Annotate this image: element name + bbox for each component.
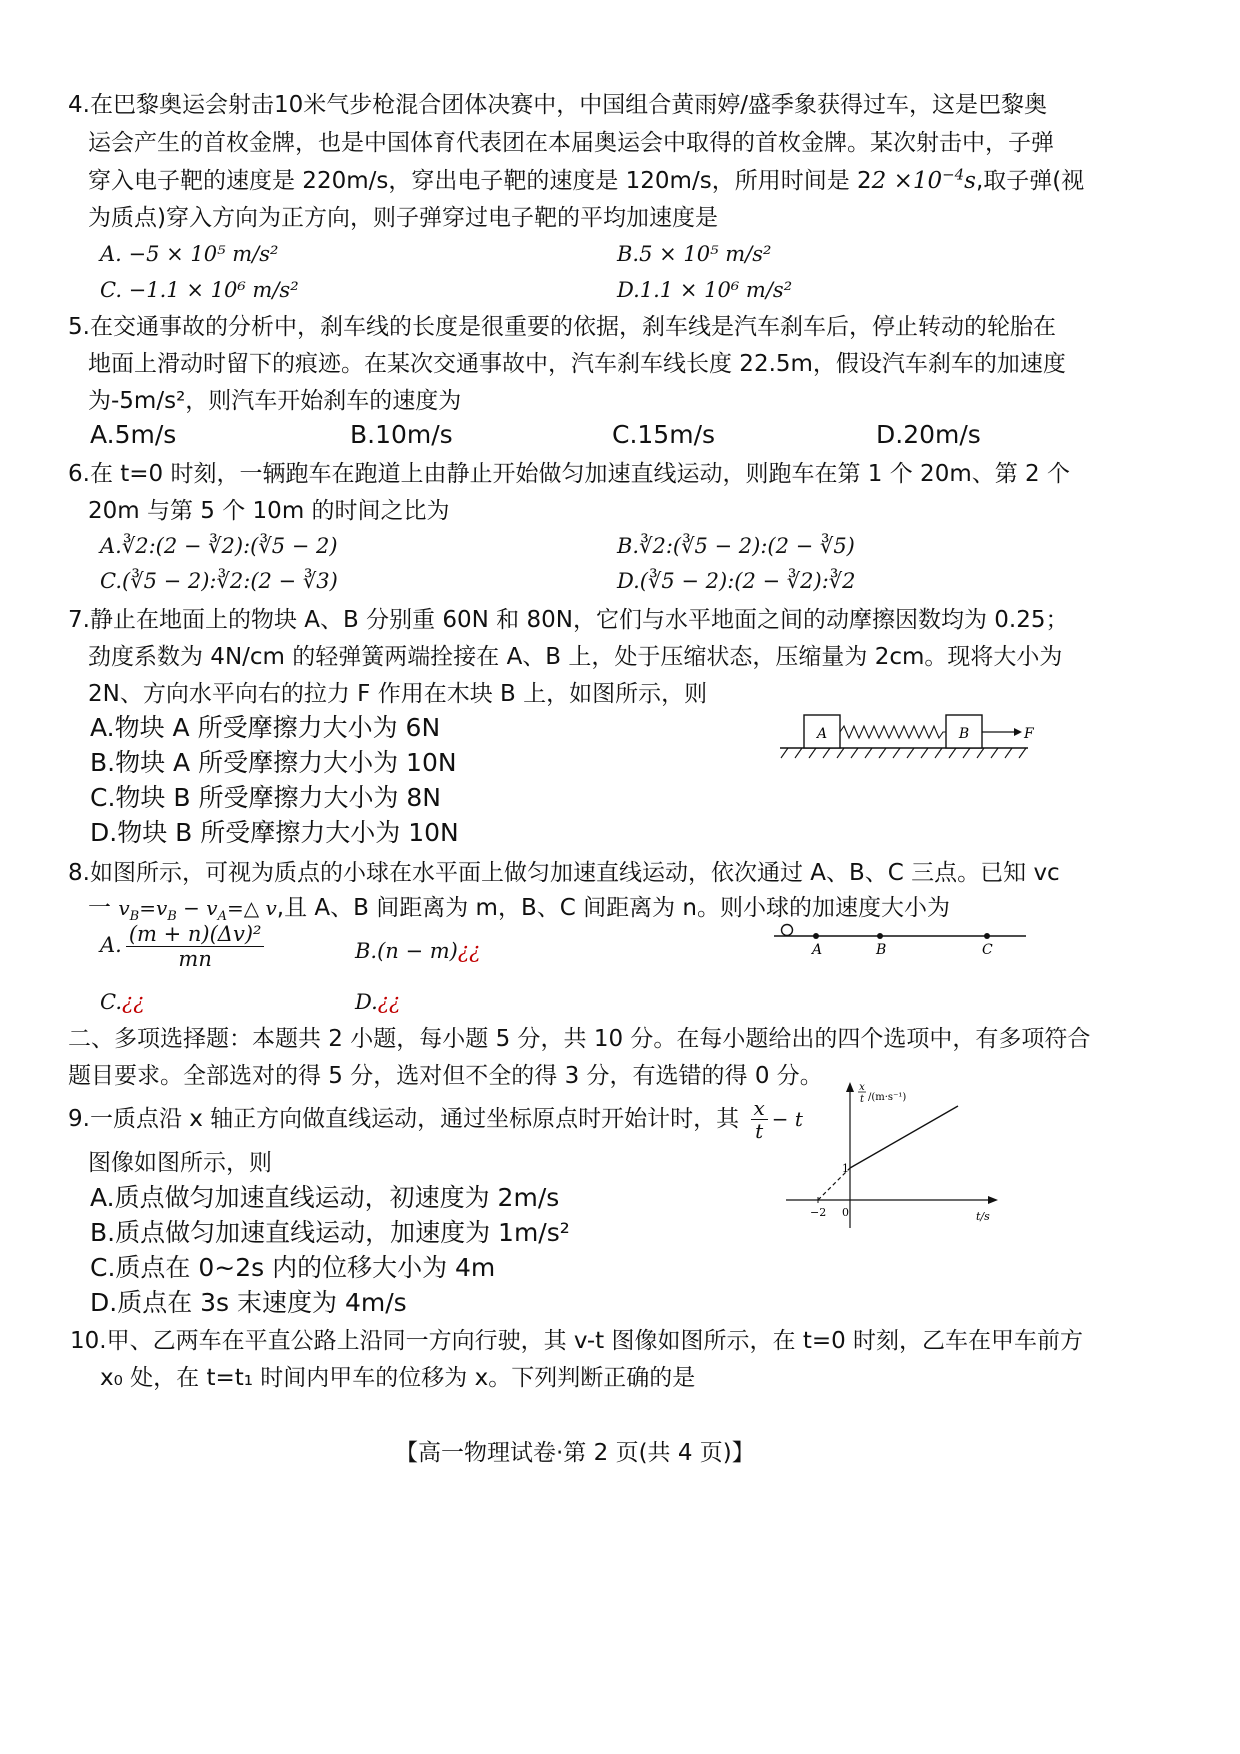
section-2-line-1: 二、多项选择题：本题共 2 小题，每小题 5 分，共 10 分。在每小题给出的四个选项中，有多项符合	[68, 1026, 1091, 1052]
q10-line-1: 10.甲、乙两车在平直公路上沿同一方向行驶，其 v-t 图像如图所示，在 t=0 时刻，乙车在甲车前方	[70, 1328, 1084, 1354]
q7-option-c: C.物块 B 所受摩擦力大小为 8N	[90, 783, 442, 812]
q4-option-a: A. −5 × 10⁵ m/s²	[100, 242, 279, 266]
q8-option-b	[355, 937, 480, 965]
q9-line-1-text: 9.一质点沿 x 轴正方向做直线运动，通过坐标原点时开始计时，其	[68, 1106, 740, 1132]
q8-v1: v	[118, 896, 130, 920]
q9-x-over-t	[751, 1097, 768, 1142]
q8-line-2-tail: ,且 A、B 间距离为 m，B、C 间距离为 n。则小球的加速度大小为	[276, 895, 950, 921]
q9-y-label-den: t	[859, 1094, 865, 1105]
q5-line-1: 5.在交通事故的分析中，刹车线的长度是很重要的依据，刹车线是汽车刹车后，停止转动的轮胎在	[68, 314, 1056, 340]
q4-option-b: B.5 × 10⁵ m/s²	[617, 242, 772, 266]
q8-delta-v: =△ v	[226, 896, 277, 920]
q4-line-1: 4.在巴黎奥运会射击10米气步枪混合团体决赛中，中国组合黄雨婷/盛季象获得过车，这是巴黎奥	[68, 92, 1047, 118]
q6-option-c: C.(∛5 − 2):∛2:(2 − ∛3)	[100, 569, 338, 593]
q7-option-b: B.物块 A 所受摩擦力大小为 10N	[90, 748, 457, 777]
page-footer: 【高一物理试卷·第 2 页(共 4 页)】	[395, 1440, 755, 1466]
q9-minus-t: − t	[771, 1107, 803, 1131]
q8-sub-b1: B	[129, 909, 140, 924]
q9-option-b: B.质点做匀加速直线运动，加速度为 1m/s²	[90, 1218, 570, 1247]
q8-sub-b2: B	[167, 909, 177, 924]
q9-y-label-num: x	[859, 1082, 865, 1093]
q7-line-2: 劲度系数为 4N/cm 的轻弹簧两端拴接在 A、B 上，处于压缩状态，压缩量为 2cm。现将大小为	[88, 644, 1063, 670]
q8-option-d-garbled: ¿¿	[377, 990, 401, 1014]
q8-line-2-dash: 一	[88, 895, 111, 921]
section-2-line-2: 题目要求。全部选对的得 5 分，选对但不全的得 3 分，有选错的得 0 分。	[68, 1063, 823, 1089]
q5-option-a: A.5m/s	[90, 420, 177, 449]
q4-line-4: 为质点)穿入方向为正方向，则子弹穿过电子靶的平均加速度是	[88, 205, 718, 231]
q7-spring-blocks-figure	[778, 708, 1040, 766]
q9-line-2: 图像如图所示，则	[88, 1150, 272, 1176]
q4-line-3	[88, 166, 1084, 196]
q10-line-2: x₀ 处，在 t=t₁ 时间内甲车的位移为 x。下列判断正确的是	[100, 1365, 696, 1391]
q7-option-a: A.物块 A 所受摩擦力大小为 6N	[90, 713, 441, 742]
q7-line-1: 7.静止在地面上的物块 A、B 分别重 60N 和 80N，它们与水平地面之间的动摩擦因数均为 0.25；	[68, 607, 1069, 633]
q9-origin: 0	[842, 1206, 849, 1219]
q7-spring	[840, 726, 946, 738]
q8-point-b	[877, 933, 883, 939]
q5-option-c: C.15m/s	[612, 420, 716, 449]
q4-time-exponent: −4	[942, 165, 965, 184]
q8-option-a-numerator: (m + n)(Δv)²	[126, 922, 265, 947]
q6-line-1: 6.在 t=0 时刻，一辆跑车在跑道上由静止开始做匀加速直线运动，则跑车在第 1 个 20m、第 2 个	[68, 461, 1070, 487]
q8-option-a	[100, 922, 268, 971]
q8-v3: − v	[176, 896, 218, 920]
q8-v2: =v	[139, 896, 168, 920]
q8-line-2	[88, 893, 950, 923]
q8-option-a-label: A.	[100, 933, 122, 957]
q5-option-b: B.10m/s	[350, 420, 453, 449]
q9-data-line	[850, 1106, 958, 1168]
q7-label-b: B	[958, 726, 970, 742]
q4-line-3-tail: ,取子弹(视	[975, 168, 1085, 194]
q9-line-1	[68, 1097, 803, 1142]
q5-option-d: D.20m/s	[876, 420, 981, 449]
q8-velocity-relation	[118, 896, 277, 924]
q8-sub-a: A	[217, 909, 227, 924]
q9-xt-t-graph	[784, 1078, 1000, 1238]
q8-point-a	[813, 933, 819, 939]
q8-option-c-garbled: ¿¿	[122, 990, 145, 1014]
q9-y-unit: /(m·s⁻¹)	[868, 1092, 907, 1103]
q9-option-d: D.质点在 3s 末速度为 4m/s	[90, 1288, 407, 1317]
q9-x-unit: t/s	[976, 1210, 990, 1223]
q4-line-2: 运会产生的首枚金牌，也是中国体育代表团在本届奥运会中取得的首枚金牌。某次射击中，子弹	[88, 130, 1054, 156]
q8-option-b-garbled: ¿¿	[457, 939, 481, 963]
q4-line-3-text: 穿入电子靶的速度是 220m/s，穿出电子靶的速度是 120m/s，所用时间是 2	[88, 168, 872, 194]
q4-option-d: D.1.1 × 10⁶ m/s²	[617, 278, 793, 302]
q8-option-c-label: C.	[100, 990, 122, 1014]
q9-frac-numerator: x	[751, 1097, 768, 1120]
q9-frac-denominator: t	[755, 1119, 764, 1143]
q8-point-c	[984, 933, 990, 939]
q8-option-c	[100, 988, 145, 1016]
q9-option-a: A.质点做匀加速直线运动，初速度为 2m/s	[90, 1183, 560, 1212]
q9-tick-x-neg2: −2	[810, 1206, 827, 1219]
q8-option-a-denominator: mn	[178, 947, 212, 971]
q4-time-unit: s	[964, 168, 976, 194]
q8-option-b-label: B.(n − m)	[355, 939, 458, 963]
q6-line-2: 20m 与第 5 个 10m 的时间之比为	[88, 498, 450, 524]
q8-option-a-fraction	[126, 922, 265, 971]
q9-tick-y-1: 1	[842, 1162, 849, 1175]
q8-ball	[782, 925, 793, 936]
q8-label-a: A	[812, 942, 823, 958]
q5-line-2: 地面上滑动时留下的痕迹。在某次交通事故中，汽车刹车线长度 22.5m，假设汽车刹车的加速度	[88, 351, 1066, 377]
q9-option-c: C.质点在 0~2s 内的位移大小为 4m	[90, 1253, 496, 1282]
q7-option-d: D.物块 B 所受摩擦力大小为 10N	[90, 818, 459, 847]
q8-option-d-label: D.	[355, 990, 378, 1014]
q8-ball-path-figure	[770, 920, 1032, 960]
q8-label-c: C	[982, 942, 993, 958]
q5-line-3: 为-5m/s²，则汽车开始刹车的速度为	[88, 388, 462, 414]
q4-time-coefficient: 2 ×10	[871, 168, 943, 194]
q8-line-1: 8.如图所示，可视为质点的小球在水平面上做匀加速直线运动，依次通过 A、B、C 三点。已知 vc	[68, 860, 1060, 886]
q4-option-c: C. −1.1 × 10⁶ m/s²	[100, 278, 299, 302]
q7-label-a: A	[816, 726, 828, 742]
q8-option-d	[355, 988, 400, 1016]
q7-label-f: F	[1024, 726, 1034, 742]
q7-line-3: 2N、方向水平向右的拉力 F 作用在木块 B 上，如图所示，则	[88, 681, 708, 707]
q6-option-b: B.∛2:(∛5 − 2):(2 − ∛5)	[617, 534, 855, 558]
q6-option-d: D.(∛5 − 2):(2 − ∛2):∛2	[617, 569, 856, 593]
q8-label-b: B	[876, 942, 887, 958]
q6-option-a: A.∛2:(2 − ∛2):(∛5 − 2)	[100, 534, 338, 558]
